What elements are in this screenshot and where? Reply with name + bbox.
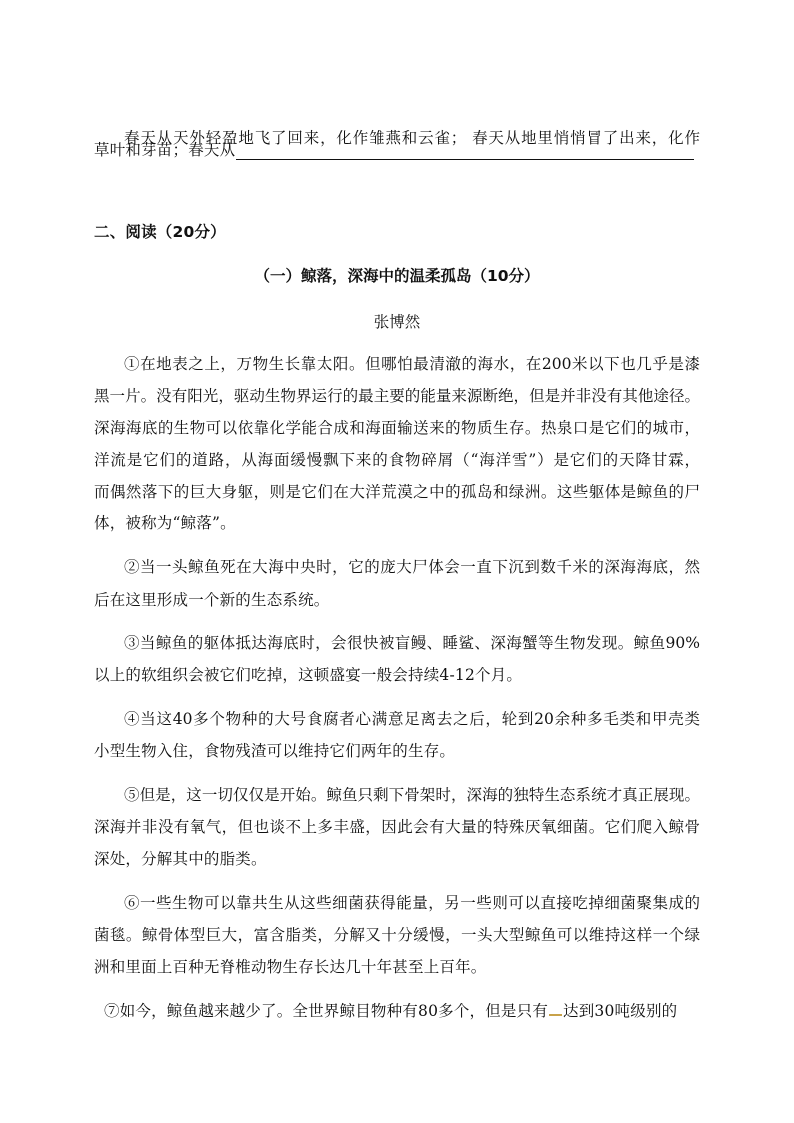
section-heading: 二、阅读（20分） bbox=[94, 223, 226, 241]
paragraph-1-line-2: 黑一片。没有阳光，驱动生物界运行的最主要的能量来源断绝，但是并非没有其他途径。 bbox=[94, 387, 700, 405]
paragraph-7-text-b: 达到30吨级别的 bbox=[563, 1002, 678, 1020]
paragraph-3-line-1: ③当鲸鱼的躯体抵达海底时，会很快被盲鳗、睡鲨、深海蟹等生物发现。鲸鱼90% bbox=[124, 634, 700, 652]
highlight-marker bbox=[549, 1000, 562, 1016]
paragraph-6-line-3: 洲和里面上百种无脊椎动物生存长达几十年甚至上百年。 bbox=[94, 958, 487, 976]
paragraph-1-line-4: 洋流是它们的道路，从海面缓慢飘下来的食物碎屑（“海洋雪”）是它们的天降甘霖， bbox=[94, 451, 700, 469]
article-title: （一）鲸落，深海中的温柔孤岛（10分） bbox=[254, 267, 540, 285]
paragraph-5-line-1: ⑤但是，这一切仅仅是开始。鲸鱼只剩下骨架时，深海的独特生态系统才真正展现。 bbox=[124, 786, 700, 804]
fill-in-blank[interactable] bbox=[236, 141, 694, 160]
paragraph-4-line-1: ④当这40多个物种的大号食腐者心满意足离去之后，轮到20余种多毛类和甲壳类 bbox=[124, 710, 700, 728]
paragraph-2-line-1: ②当一头鲸鱼死在大海中央时，它的庞大尸体会一直下沉到数千米的深海海底，然 bbox=[124, 558, 700, 576]
paragraph-1-line-5: 而偶然落下的巨大身躯，则是它们在大洋荒漠之中的孤岛和绿洲。这些躯体是鲸鱼的尸 bbox=[94, 483, 700, 501]
paragraph-1-line-1: ①在地表之上，万物生长靠太阳。但哪怕最清澈的海水，在200米以下也几乎是漆 bbox=[124, 355, 700, 373]
paragraph-7-text-a: ⑦如今，鲸鱼越来越少了。全世界鲸目物种有80多个，但是只有 bbox=[104, 1002, 549, 1020]
paragraph-3-line-2: 以上的软组织会被它们吃掉，这顿盛宴一般会持续4-12个月。 bbox=[94, 666, 523, 684]
paragraph-7-line-1 bbox=[104, 1000, 677, 1021]
intro-line-2-text: 草叶和芽苗；春天从 bbox=[94, 141, 236, 159]
intro-line-1: 春天从天外轻盈地飞了回来，化作雏燕和云雀； 春天从地里悄悄冒了出来，化作 bbox=[124, 129, 700, 147]
paragraph-6-line-1: ⑥一些生物可以靠共生从这些细菌获得能量，另一些则可以直接吃掉细菌聚集成的 bbox=[124, 894, 700, 912]
paragraph-6-line-2: 菌毯。鲸骨体型巨大，富含脂类，分解又十分缓慢，一头大型鲸鱼可以维持这样一个绿 bbox=[94, 926, 700, 944]
intro-line-2 bbox=[94, 140, 694, 160]
paragraph-1-line-6: 体，被称为“鲸落”。 bbox=[94, 514, 236, 532]
paragraph-4-line-2: 小型生物入住，食物残渣可以维持它们两年的生存。 bbox=[94, 742, 456, 760]
paragraph-5-line-2: 深海并非没有氧气，但也谈不上多丰盛，因此会有大量的特殊厌氧细菌。它们爬入鲸骨 bbox=[94, 818, 700, 836]
paragraph-5-line-3: 深处，分解其中的脂类。 bbox=[94, 850, 267, 868]
paragraph-1-line-3: 深海海底的生物可以依靠化学能合成和海面输送来的物质生存。热泉口是它们的城市， bbox=[94, 419, 700, 437]
paragraph-2-line-2: 后在这里形成一个新的生态系统。 bbox=[94, 591, 330, 609]
article-author: 张博然 bbox=[373, 313, 421, 331]
